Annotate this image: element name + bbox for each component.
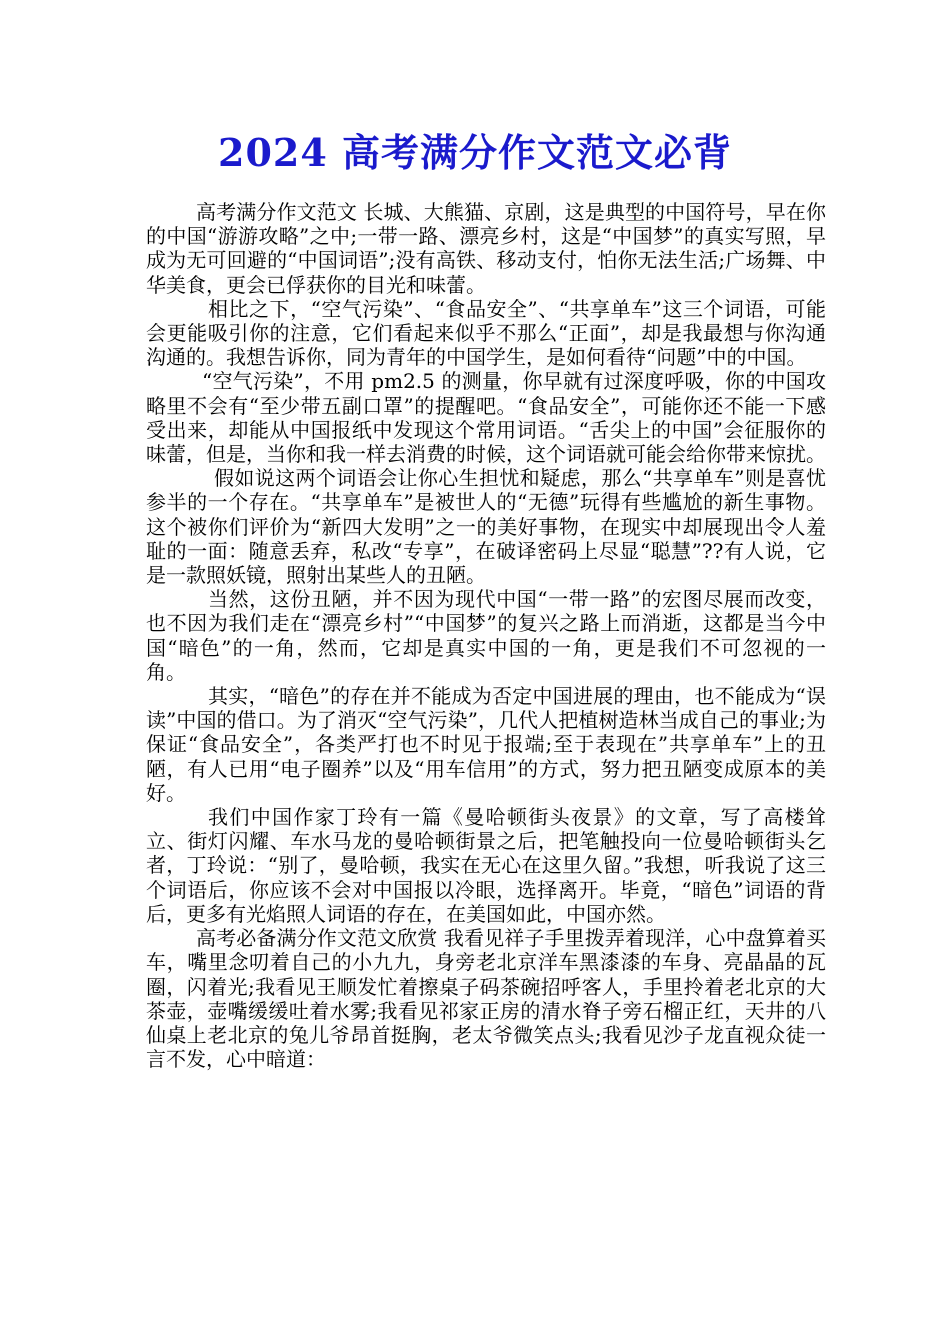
document-body [146, 200, 826, 1071]
paragraph-7: 我们中国作家丁玲有一篇《曼哈顿街头夜景》的文章，写了高楼耸立、街灯闪耀、车水马龙的曼哈顿街景之后，把笔触投向一位曼哈顿街头乞者，丁玲说：“别了，曼哈顿，我实在无心在这里久留。”我想，听我说了这三个词语后，你应该不会对中国报以冷眼，选择离开。毕竟，“暗色”词语的背后，更多有光焰照人词语的存在，在美国如此，中国亦然。 [146, 805, 826, 926]
document-title: 2024 高考满分作文范文必背 [218, 130, 732, 175]
paragraph-6: 其实，“暗色”的存在并不能成为否定中国进展的理由，也不能成为“误读”中国的借口。为了消灭“空气污染”，几代人把植树造林当成自己的事业;为保证“食品安全”，各类严打也不时见于报端;至于表现在”共享单车”上的丑陋，有人已用“电子圈养”以及“用车信用”的方式，努力把丑陋变成原本的美好。 [146, 684, 826, 805]
paragraph-5: 当然，这份丑陋，并不因为现代中国“一带一路”的宏图尽展而改变，也不因为我们走在“漂亮乡村”“中国梦”的复兴之路上而消逝，这都是当今中国“暗色”的一角，然而，它却是真实中国的一角，更是我们不可忽视的一角。 [146, 587, 826, 684]
paragraph-1: 高考满分作文范文 长城、大熊猫、京剧，这是典型的中国符号，早在你的中国“游游攻略”之中;一带一路、漂亮乡村，这是“中国梦”的真实写照，早成为无可回避的“中国词语”;没有高铁、移动支付，怕你无法生活;广场舞、中华美食，更会已俘获你的目光和味蕾。 [146, 200, 826, 297]
paragraph-3: “空气污染”，不用 pm2.5 的测量，你早就有过深度呼吸，你的中国攻略里不会有“至少带五副口罩”的提醒吧。“食品安全”，可能你还不能一下感受出来，却能从中国报纸中发现这个常用词语。“舌尖上的中国”会征服你的味蕾，但是，当你和我一样去消费的时候，这个词语就可能会给你带来惊扰。 [146, 369, 826, 467]
paragraph-4: 假如说这两个词语会让你心生担忧和疑虑，那么“共享单车”则是喜忧参半的一个存在。“共享单车”是被世人的“无德”玩得有些尴尬的新生事物。这个被你们评价为“新四大发明”之一的美好事物，在现实中却展现出令人羞耻的一面：随意丢弃，私改“专享”，在破译密码上尽显“聪慧”??有人说，它是一款照妖镜，照射出某些人的丑陋。 [146, 466, 826, 588]
paragraph-2: 相比之下，“空气污染”、“食品安全”、“共享单车”这三个词语，可能会更能吸引你的注意，它们看起来似乎不那么“正面”，却是我最想与你沟通沟通的。我想告诉你，同为青年的中国学生，是如何看待“问题”中的中国。 [146, 296, 826, 370]
paragraph-8: 高考必备满分作文范文欣赏 我看见祥子手里拨弄着现洋，心中盘算着买车，嘴里念叨着自己的小九九，身旁老北京洋车黑漆漆的车身、亮晶晶的瓦圈，闪着光;我看见王顺发忙着擦桌子码茶碗招呼客人，手里拎着老北京的大茶壶，壶嘴缓缓吐着水雾;我看见祁家正房的清水脊子旁石榴正红，天井的八仙桌上老北京的兔儿爷昂首挺胸，老太爷微笑点头;我看见沙子龙直视众徒一言不发，心中暗道： [146, 926, 826, 1072]
